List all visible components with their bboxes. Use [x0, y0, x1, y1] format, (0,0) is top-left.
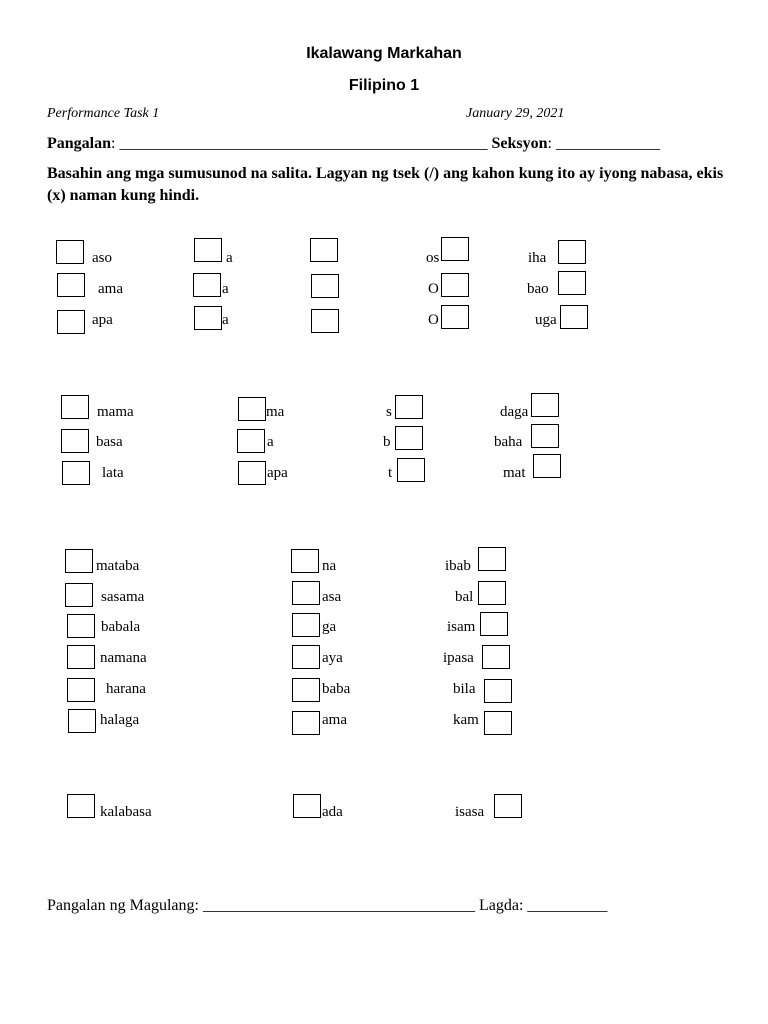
checkbox[interactable] — [194, 238, 222, 262]
word-item: lata — [102, 465, 124, 481]
name-section-row — [47, 134, 660, 154]
checkbox[interactable] — [478, 581, 506, 605]
checkbox[interactable] — [311, 309, 339, 333]
word-item: isam — [447, 619, 476, 635]
instructions-text: Basahin ang mga sumusunod na salita. Lagyan ng tsek (/) ang kahon kung ito ay iyong nabasa, ekis (x) naman kung hindi. — [47, 165, 724, 204]
parent-name-label: Pangalan ng Magulang — [47, 897, 195, 914]
checkbox[interactable] — [533, 454, 561, 478]
checkbox[interactable] — [292, 613, 320, 637]
word-item: baba — [322, 681, 351, 697]
word-item: asa — [322, 589, 342, 605]
checkbox[interactable] — [311, 274, 339, 298]
word-item: s — [386, 404, 392, 420]
word-item: ama — [98, 281, 123, 297]
word-item: uga — [535, 312, 557, 328]
checkbox[interactable] — [67, 645, 95, 669]
word-item: b — [383, 434, 391, 450]
word-item: iha — [528, 250, 547, 266]
checkbox[interactable] — [291, 549, 319, 573]
checkbox[interactable] — [397, 458, 425, 482]
date-label: January 29, 2021 — [466, 106, 565, 121]
checkbox[interactable] — [237, 429, 265, 453]
word-item: daga — [500, 404, 529, 420]
checkbox[interactable] — [395, 395, 423, 419]
checkbox[interactable] — [494, 794, 522, 818]
word-item: O — [428, 312, 439, 328]
word-item: kam — [453, 712, 479, 728]
checkbox[interactable] — [482, 645, 510, 669]
word-item: ama — [322, 712, 347, 728]
checkbox[interactable] — [478, 547, 506, 571]
section-field[interactable]: : _____________ — [547, 135, 660, 152]
subject-title: Filipino 1 — [348, 77, 420, 94]
checkbox[interactable] — [292, 711, 320, 735]
checkbox[interactable] — [67, 678, 95, 702]
checkbox[interactable] — [558, 271, 586, 295]
word-item: a — [267, 434, 274, 450]
checkbox[interactable] — [56, 240, 84, 264]
word-item: aya — [322, 650, 343, 666]
checkbox[interactable] — [531, 424, 559, 448]
word-item: ada — [322, 804, 343, 820]
name-field[interactable]: : ______________________________________________ — [111, 135, 488, 152]
word-item: kalabasa — [100, 804, 152, 820]
checkbox[interactable] — [65, 549, 93, 573]
word-item: harana — [106, 681, 146, 697]
checkbox[interactable] — [558, 240, 586, 264]
word-item: ibab — [445, 558, 471, 574]
checkbox[interactable] — [441, 305, 469, 329]
checkbox[interactable] — [531, 393, 559, 417]
word-item: mama — [97, 404, 134, 420]
word-item: ma — [266, 404, 285, 420]
checkbox[interactable] — [484, 679, 512, 703]
signature-label: Lagda — [478, 897, 519, 914]
word-item: na — [322, 558, 337, 574]
word-item: mat — [503, 465, 526, 481]
word-item: os — [426, 250, 440, 266]
word-item: apa — [267, 465, 288, 481]
word-item: a — [222, 281, 229, 297]
checkbox[interactable] — [238, 397, 266, 421]
checkbox[interactable] — [480, 612, 508, 636]
word-item: apa — [92, 312, 113, 328]
word-item: aso — [92, 250, 112, 266]
checkbox[interactable] — [57, 273, 85, 297]
checkbox[interactable] — [67, 794, 95, 818]
checkbox[interactable] — [61, 395, 89, 419]
checkbox[interactable] — [61, 429, 89, 453]
footer-row — [47, 896, 607, 916]
word-item: ga — [322, 619, 337, 635]
checkbox[interactable] — [292, 678, 320, 702]
checkbox[interactable] — [65, 583, 93, 607]
checkbox[interactable] — [560, 305, 588, 329]
checkbox[interactable] — [441, 273, 469, 297]
word-item: a — [226, 250, 233, 266]
checkbox[interactable] — [194, 306, 222, 330]
checkbox[interactable] — [293, 794, 321, 818]
word-item: baha — [494, 434, 523, 450]
word-item: bal — [455, 589, 474, 605]
task-label: Performance Task 1 — [47, 106, 160, 121]
word-item: isasa — [455, 804, 485, 820]
checkbox[interactable] — [68, 709, 96, 733]
word-item: namana — [100, 650, 147, 666]
checkbox[interactable] — [395, 426, 423, 450]
parent-name-field[interactable]: : __________________________________ — [194, 897, 475, 914]
checkbox[interactable] — [193, 273, 221, 297]
checkbox[interactable] — [292, 645, 320, 669]
word-item: basa — [96, 434, 123, 450]
checkbox[interactable] — [310, 238, 338, 262]
section-label: Seksyon — [491, 135, 548, 152]
checkbox[interactable] — [67, 614, 95, 638]
word-item: mataba — [96, 558, 140, 574]
word-item: bila — [453, 681, 476, 697]
word-item: babala — [101, 619, 141, 635]
name-label: Pangalan — [47, 135, 112, 152]
checkbox[interactable] — [57, 310, 85, 334]
word-item: ipasa — [443, 650, 474, 666]
word-item: halaga — [100, 712, 140, 728]
word-item: t — [388, 465, 393, 481]
word-item: a — [222, 312, 229, 328]
word-item: O — [428, 281, 439, 297]
word-item: bao — [527, 281, 549, 297]
word-item: sasama — [101, 589, 145, 605]
checkbox[interactable] — [292, 581, 320, 605]
checkbox[interactable] — [238, 461, 266, 485]
quarter-title: Ikalawang Markahan — [306, 45, 462, 62]
checkbox[interactable] — [441, 237, 469, 261]
signature-field[interactable]: : __________ — [518, 897, 608, 914]
checkbox[interactable] — [484, 711, 512, 735]
checkbox[interactable] — [62, 461, 90, 485]
